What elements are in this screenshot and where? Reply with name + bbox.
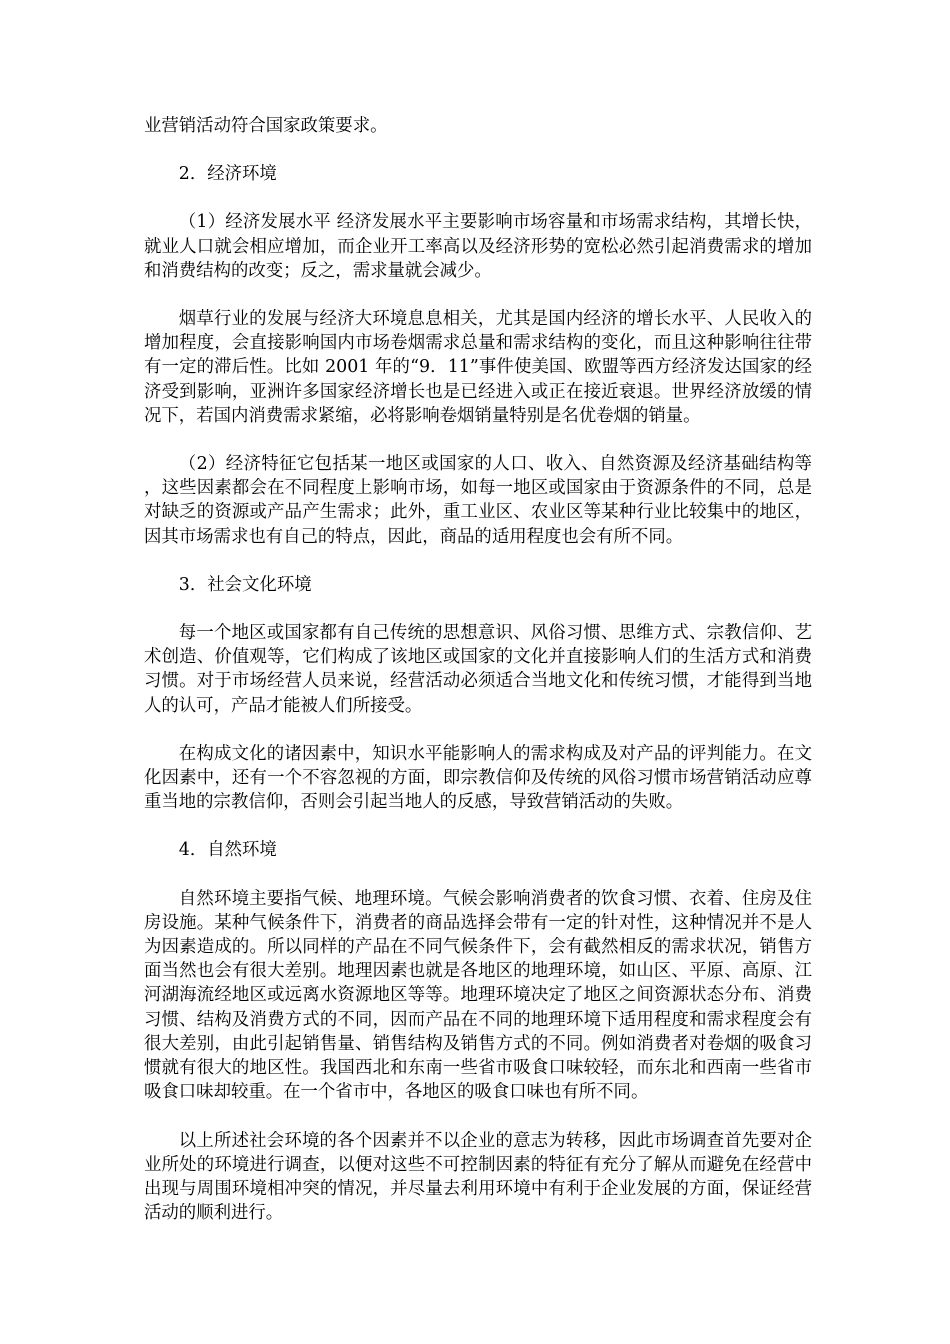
heading-natural-environment: 4．自然环境 (178, 840, 277, 861)
paragraph-culture-traditions: 每一个地区或国家都有自己传统的思想意识、风俗习惯、思维方式、宗教信仰、艺术创造、价值观等，它们构成了该地区或国家的文化并直接影响人们的生活方式和消费习惯。对于市场经营人员来说，经营活动必须适合当地文化和传统习惯，才能得到当地人的认可，产品才能被人们所接受。 (144, 623, 812, 716)
paragraph-natural-environment: 自然环境主要指气候、地理环境。气候会影响消费者的饮食习惯、衣着、住房及住房设施。某种气候条件下，消费者的商品选择会带有一定的针对性，这种情况并不是人为因素造成的。所以同样的产品在不同气候条件下，会有截然相反的需求状况，销售方面当然也会有很大差别。地理因素也就是各地区的地理环境，如山区、平原、高原、江河湖海流经地区或远离水资源地区等等。地理环境决定了地区之间资源状态分布、消费习惯、结构及消费方式的不同，因而产品在不同的地理环境下适用程度和需求程度会有很大差别，由此引起销售量、销售结构及销售方式的不同。例如消费者对卷烟的吸食习惯就有很大的地区性。我国西北和东南一些省市吸食口味较轻，而东北和西南一些省市吸食口味却较重。在一个省市中，各地区的吸食口味也有所不同。 (144, 888, 812, 1103)
heading-social-cultural-environment: 3．社会文化环境 (178, 574, 312, 595)
paragraph-economic-features: （2）经济特征它包括某一地区或国家的人口、收入、自然资源及经济基础结构等，这些因素都会在不同程度上影响市场，如每一地区或国家由于资源条件的不同，总是对缺乏的资源或产品产生需求；此外，重工业区、农业区等某种行业比较集中的地区，因其市场需求也有自己的特点，因此，商品的适用程度也会有所不同。 (144, 454, 812, 547)
paragraph-economic-development-level: （1）经济发展水平 经济发展水平主要影响市场容量和市场需求结构，其增长快，就业人口就会相应增加，而企业开工率高以及经济形势的宽松必然引起消费需求的增加和消费结构的改变；反之，需求量就会减少。 (144, 212, 812, 281)
heading-economic-environment: 2．经济环境 (178, 164, 277, 185)
paragraph-culture-factors: 在构成文化的诸因素中，知识水平能影响人的需求构成及对产品的评判能力。在文化因素中，还有一个不容忽视的方面，即宗教信仰及传统的风俗习惯市场营销活动应尊重当地的宗教信仰，否则会引起当地人的反感，导致营销活动的失败。 (144, 743, 812, 813)
paragraph-intro-tail: 业营销活动符合国家政策要求。 (144, 116, 388, 136)
paragraph-summary: 以上所述社会环境的各个因素并不以企业的意志为转移，因此市场调查首先要对企业所处的环境进行调查，以便对这些不可控制因素的特征有充分了解从而避免在经营中出现与周围环境相冲突的情况，并尽量去利用环境中有利于企业发展的方面，保证经营活动的顺利进行。 (144, 1130, 812, 1224)
document-page (144, 114, 812, 1249)
paragraph-tobacco-industry: 烟草行业的发展与经济大环境息息相关，尤其是国内经济的增长水平、人民收入的增加程度，会直接影响国内市场卷烟需求总量和需求结构的变化，而且这种影响往往带有一定的滞后性。比如 2001 年的“9．11”事件使美国、欧盟等西方经济发达国家的经济受到影响，亚洲许多国家经济增长也是已经进入或正在接近衰退。世界经济放缓的情况下，若国内消费需求紧缩，必将影响卷烟销量特别是名优卷烟的销量。 (144, 309, 812, 426)
